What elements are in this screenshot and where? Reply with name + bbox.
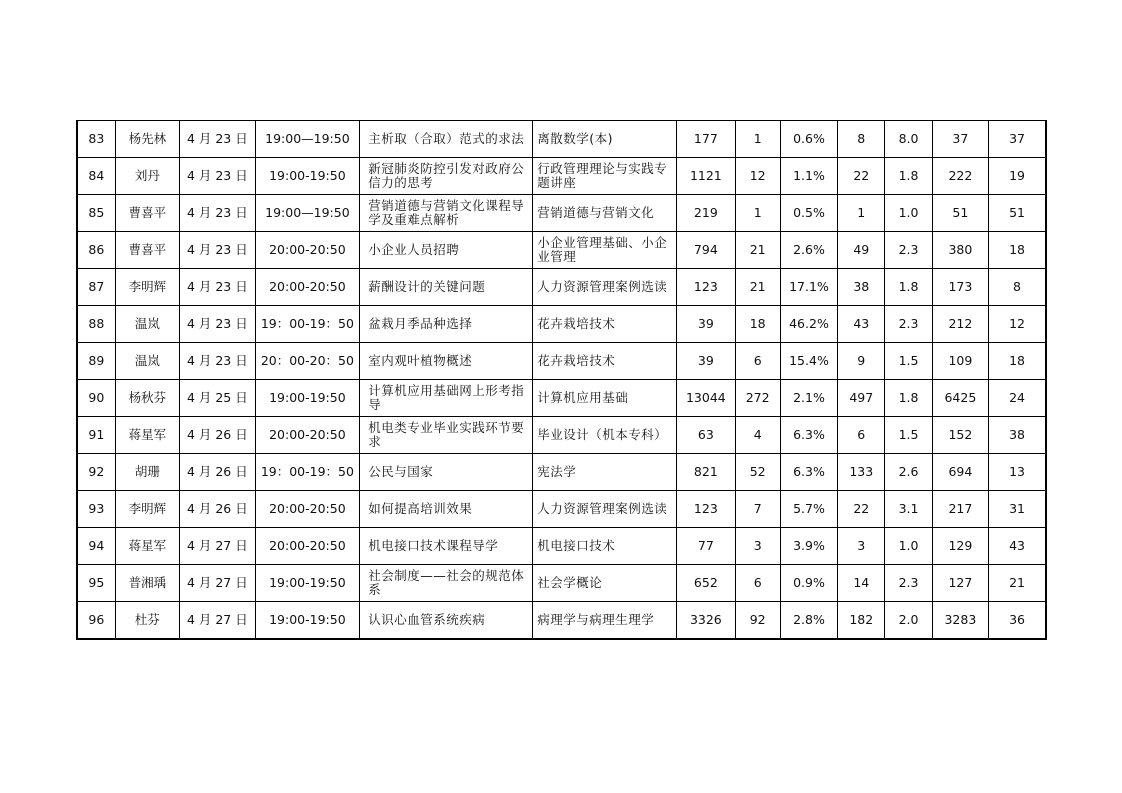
cell-course: 小企业管理基础、小企业管理 [533,232,677,269]
cell-topic: 公民与国家 [360,454,533,491]
cell-time: 19:00—19:50 [255,195,360,232]
cell-total: 13044 [677,380,735,417]
cell-time: 19:00—19:50 [255,121,360,158]
cell-sum: 51 [932,195,988,232]
cell-average: 1.8 [885,158,932,195]
cell-no: 93 [77,491,115,528]
cell-date: 4 月 23 日 [180,158,255,195]
cell-time: 19:00-19:50 [255,602,360,639]
cell-value: 49 [838,232,885,269]
cell-average: 3.1 [885,491,932,528]
cell-name: 温岚 [115,306,179,343]
cell-total: 1121 [677,158,735,195]
cell-time: 20:00-20:50 [255,232,360,269]
cell-name: 蒋星军 [115,417,179,454]
cell-time: 20:00-20:50 [255,528,360,565]
cell-course: 人力资源管理案例选读 [533,269,677,306]
table-body [77,121,1046,639]
cell-date: 4 月 26 日 [180,417,255,454]
cell-date: 4 月 27 日 [180,602,255,639]
cell-date: 4 月 23 日 [180,343,255,380]
cell-total: 123 [677,491,735,528]
cell-no: 91 [77,417,115,454]
cell-ratio: 21 [989,565,1046,602]
cell-course: 计算机应用基础 [533,380,677,417]
cell-time: 19:00-19:50 [255,158,360,195]
cell-ratio: 18 [989,232,1046,269]
schedule-table [76,120,1047,640]
cell-total: 652 [677,565,735,602]
cell-date: 4 月 23 日 [180,306,255,343]
cell-topic: 室内观叶植物概述 [360,343,533,380]
table-row [77,232,1046,269]
cell-ratio: 13 [989,454,1046,491]
cell-average: 1.8 [885,380,932,417]
cell-percent: 15.4% [780,343,837,380]
cell-date: 4 月 27 日 [180,565,255,602]
cell-value: 497 [838,380,885,417]
cell-average: 2.6 [885,454,932,491]
cell-name: 李明辉 [115,269,179,306]
cell-time: 19:00-19:50 [255,565,360,602]
cell-time: 20:00-20:50 [255,269,360,306]
cell-no: 83 [77,121,115,158]
cell-total: 63 [677,417,735,454]
cell-value: 133 [838,454,885,491]
cell-time: 19：00-19：50 [255,306,360,343]
cell-sum: 694 [932,454,988,491]
cell-name: 蒋星军 [115,528,179,565]
cell-time: 19：00-19：50 [255,454,360,491]
table-row [77,195,1046,232]
cell-topic: 机电接口技术课程导学 [360,528,533,565]
cell-sum: 109 [932,343,988,380]
table-row [77,158,1046,195]
cell-course: 行政管理理论与实践专题讲座 [533,158,677,195]
cell-time: 20：00-20：50 [255,343,360,380]
cell-value: 38 [838,269,885,306]
cell-total: 794 [677,232,735,269]
cell-ratio: 51 [989,195,1046,232]
cell-percent: 0.5% [780,195,837,232]
cell-count: 1 [735,121,780,158]
cell-total: 3326 [677,602,735,639]
cell-average: 1.5 [885,343,932,380]
cell-no: 88 [77,306,115,343]
table-row [77,454,1046,491]
cell-total: 39 [677,306,735,343]
cell-percent: 6.3% [780,454,837,491]
cell-count: 92 [735,602,780,639]
cell-name: 普湘瑀 [115,565,179,602]
cell-ratio: 38 [989,417,1046,454]
cell-name: 杨秋芬 [115,380,179,417]
cell-course: 人力资源管理案例选读 [533,491,677,528]
cell-percent: 1.1% [780,158,837,195]
cell-date: 4 月 23 日 [180,232,255,269]
cell-no: 86 [77,232,115,269]
cell-percent: 2.1% [780,380,837,417]
cell-sum: 152 [932,417,988,454]
cell-total: 177 [677,121,735,158]
cell-course: 机电接口技术 [533,528,677,565]
cell-sum: 3283 [932,602,988,639]
cell-value: 6 [838,417,885,454]
cell-average: 1.8 [885,269,932,306]
cell-date: 4 月 25 日 [180,380,255,417]
cell-time: 20:00-20:50 [255,417,360,454]
cell-topic: 如何提高培训效果 [360,491,533,528]
cell-count: 7 [735,491,780,528]
cell-name: 刘丹 [115,158,179,195]
table-row [77,417,1046,454]
cell-percent: 2.8% [780,602,837,639]
cell-name: 温岚 [115,343,179,380]
cell-no: 95 [77,565,115,602]
cell-sum: 222 [932,158,988,195]
cell-topic: 小企业人员招聘 [360,232,533,269]
cell-topic: 新冠肺炎防控引发对政府公信力的思考 [360,158,533,195]
table-row [77,343,1046,380]
cell-average: 2.3 [885,232,932,269]
cell-percent: 2.6% [780,232,837,269]
cell-ratio: 31 [989,491,1046,528]
cell-count: 6 [735,343,780,380]
cell-no: 96 [77,602,115,639]
cell-name: 曹喜平 [115,195,179,232]
cell-course: 社会学概论 [533,565,677,602]
cell-ratio: 37 [989,121,1046,158]
cell-sum: 217 [932,491,988,528]
cell-sum: 6425 [932,380,988,417]
cell-ratio: 18 [989,343,1046,380]
cell-topic: 盆栽月季品种选择 [360,306,533,343]
cell-sum: 212 [932,306,988,343]
cell-name: 杨先林 [115,121,179,158]
cell-no: 90 [77,380,115,417]
table-row [77,121,1046,158]
cell-sum: 129 [932,528,988,565]
cell-value: 22 [838,491,885,528]
cell-value: 182 [838,602,885,639]
cell-value: 3 [838,528,885,565]
cell-ratio: 19 [989,158,1046,195]
cell-total: 39 [677,343,735,380]
cell-sum: 380 [932,232,988,269]
cell-percent: 5.7% [780,491,837,528]
cell-ratio: 12 [989,306,1046,343]
table-row [77,491,1046,528]
cell-name: 杜芬 [115,602,179,639]
cell-course: 营销道德与营销文化 [533,195,677,232]
cell-count: 6 [735,565,780,602]
cell-value: 14 [838,565,885,602]
cell-total: 219 [677,195,735,232]
cell-percent: 0.6% [780,121,837,158]
cell-topic: 营销道德与营销文化课程导学及重难点解析 [360,195,533,232]
cell-count: 52 [735,454,780,491]
cell-count: 4 [735,417,780,454]
cell-average: 2.0 [885,602,932,639]
cell-no: 85 [77,195,115,232]
cell-topic: 认识心血管系统疾病 [360,602,533,639]
cell-time: 19:00-19:50 [255,380,360,417]
cell-date: 4 月 26 日 [180,454,255,491]
cell-average: 8.0 [885,121,932,158]
cell-percent: 3.9% [780,528,837,565]
cell-date: 4 月 23 日 [180,269,255,306]
cell-average: 1.0 [885,195,932,232]
cell-ratio: 36 [989,602,1046,639]
cell-count: 18 [735,306,780,343]
cell-total: 123 [677,269,735,306]
cell-average: 2.3 [885,306,932,343]
cell-count: 3 [735,528,780,565]
cell-course: 花卉栽培技术 [533,343,677,380]
cell-value: 8 [838,121,885,158]
cell-value: 43 [838,306,885,343]
table-row [77,528,1046,565]
cell-count: 21 [735,269,780,306]
cell-ratio: 8 [989,269,1046,306]
table-row [77,306,1046,343]
cell-course: 病理学与病理生理学 [533,602,677,639]
table-row [77,269,1046,306]
cell-ratio: 43 [989,528,1046,565]
cell-topic: 薪酬设计的关键问题 [360,269,533,306]
cell-course: 宪法学 [533,454,677,491]
table-row [77,565,1046,602]
cell-date: 4 月 23 日 [180,121,255,158]
cell-percent: 6.3% [780,417,837,454]
cell-name: 胡珊 [115,454,179,491]
cell-count: 1 [735,195,780,232]
cell-sum: 173 [932,269,988,306]
table-row [77,602,1046,639]
cell-percent: 17.1% [780,269,837,306]
cell-date: 4 月 27 日 [180,528,255,565]
cell-total: 821 [677,454,735,491]
cell-topic: 社会制度——社会的规范体系 [360,565,533,602]
cell-percent: 0.9% [780,565,837,602]
cell-course: 离散数学(本) [533,121,677,158]
cell-average: 1.0 [885,528,932,565]
cell-count: 12 [735,158,780,195]
cell-no: 89 [77,343,115,380]
cell-ratio: 24 [989,380,1046,417]
cell-average: 2.3 [885,565,932,602]
table-row [77,380,1046,417]
cell-percent: 46.2% [780,306,837,343]
cell-count: 21 [735,232,780,269]
cell-name: 李明辉 [115,491,179,528]
cell-count: 272 [735,380,780,417]
cell-name: 曹喜平 [115,232,179,269]
cell-no: 87 [77,269,115,306]
cell-total: 77 [677,528,735,565]
cell-sum: 127 [932,565,988,602]
cell-topic: 计算机应用基础网上形考指导 [360,380,533,417]
cell-value: 22 [838,158,885,195]
cell-value: 9 [838,343,885,380]
cell-sum: 37 [932,121,988,158]
cell-no: 92 [77,454,115,491]
cell-course: 毕业设计（机本专科） [533,417,677,454]
cell-date: 4 月 26 日 [180,491,255,528]
cell-date: 4 月 23 日 [180,195,255,232]
cell-topic: 机电类专业毕业实践环节要求 [360,417,533,454]
cell-course: 花卉栽培技术 [533,306,677,343]
cell-average: 1.5 [885,417,932,454]
cell-no: 84 [77,158,115,195]
cell-no: 94 [77,528,115,565]
cell-value: 1 [838,195,885,232]
cell-topic: 主析取（合取）范式的求法 [360,121,533,158]
cell-time: 20:00-20:50 [255,491,360,528]
